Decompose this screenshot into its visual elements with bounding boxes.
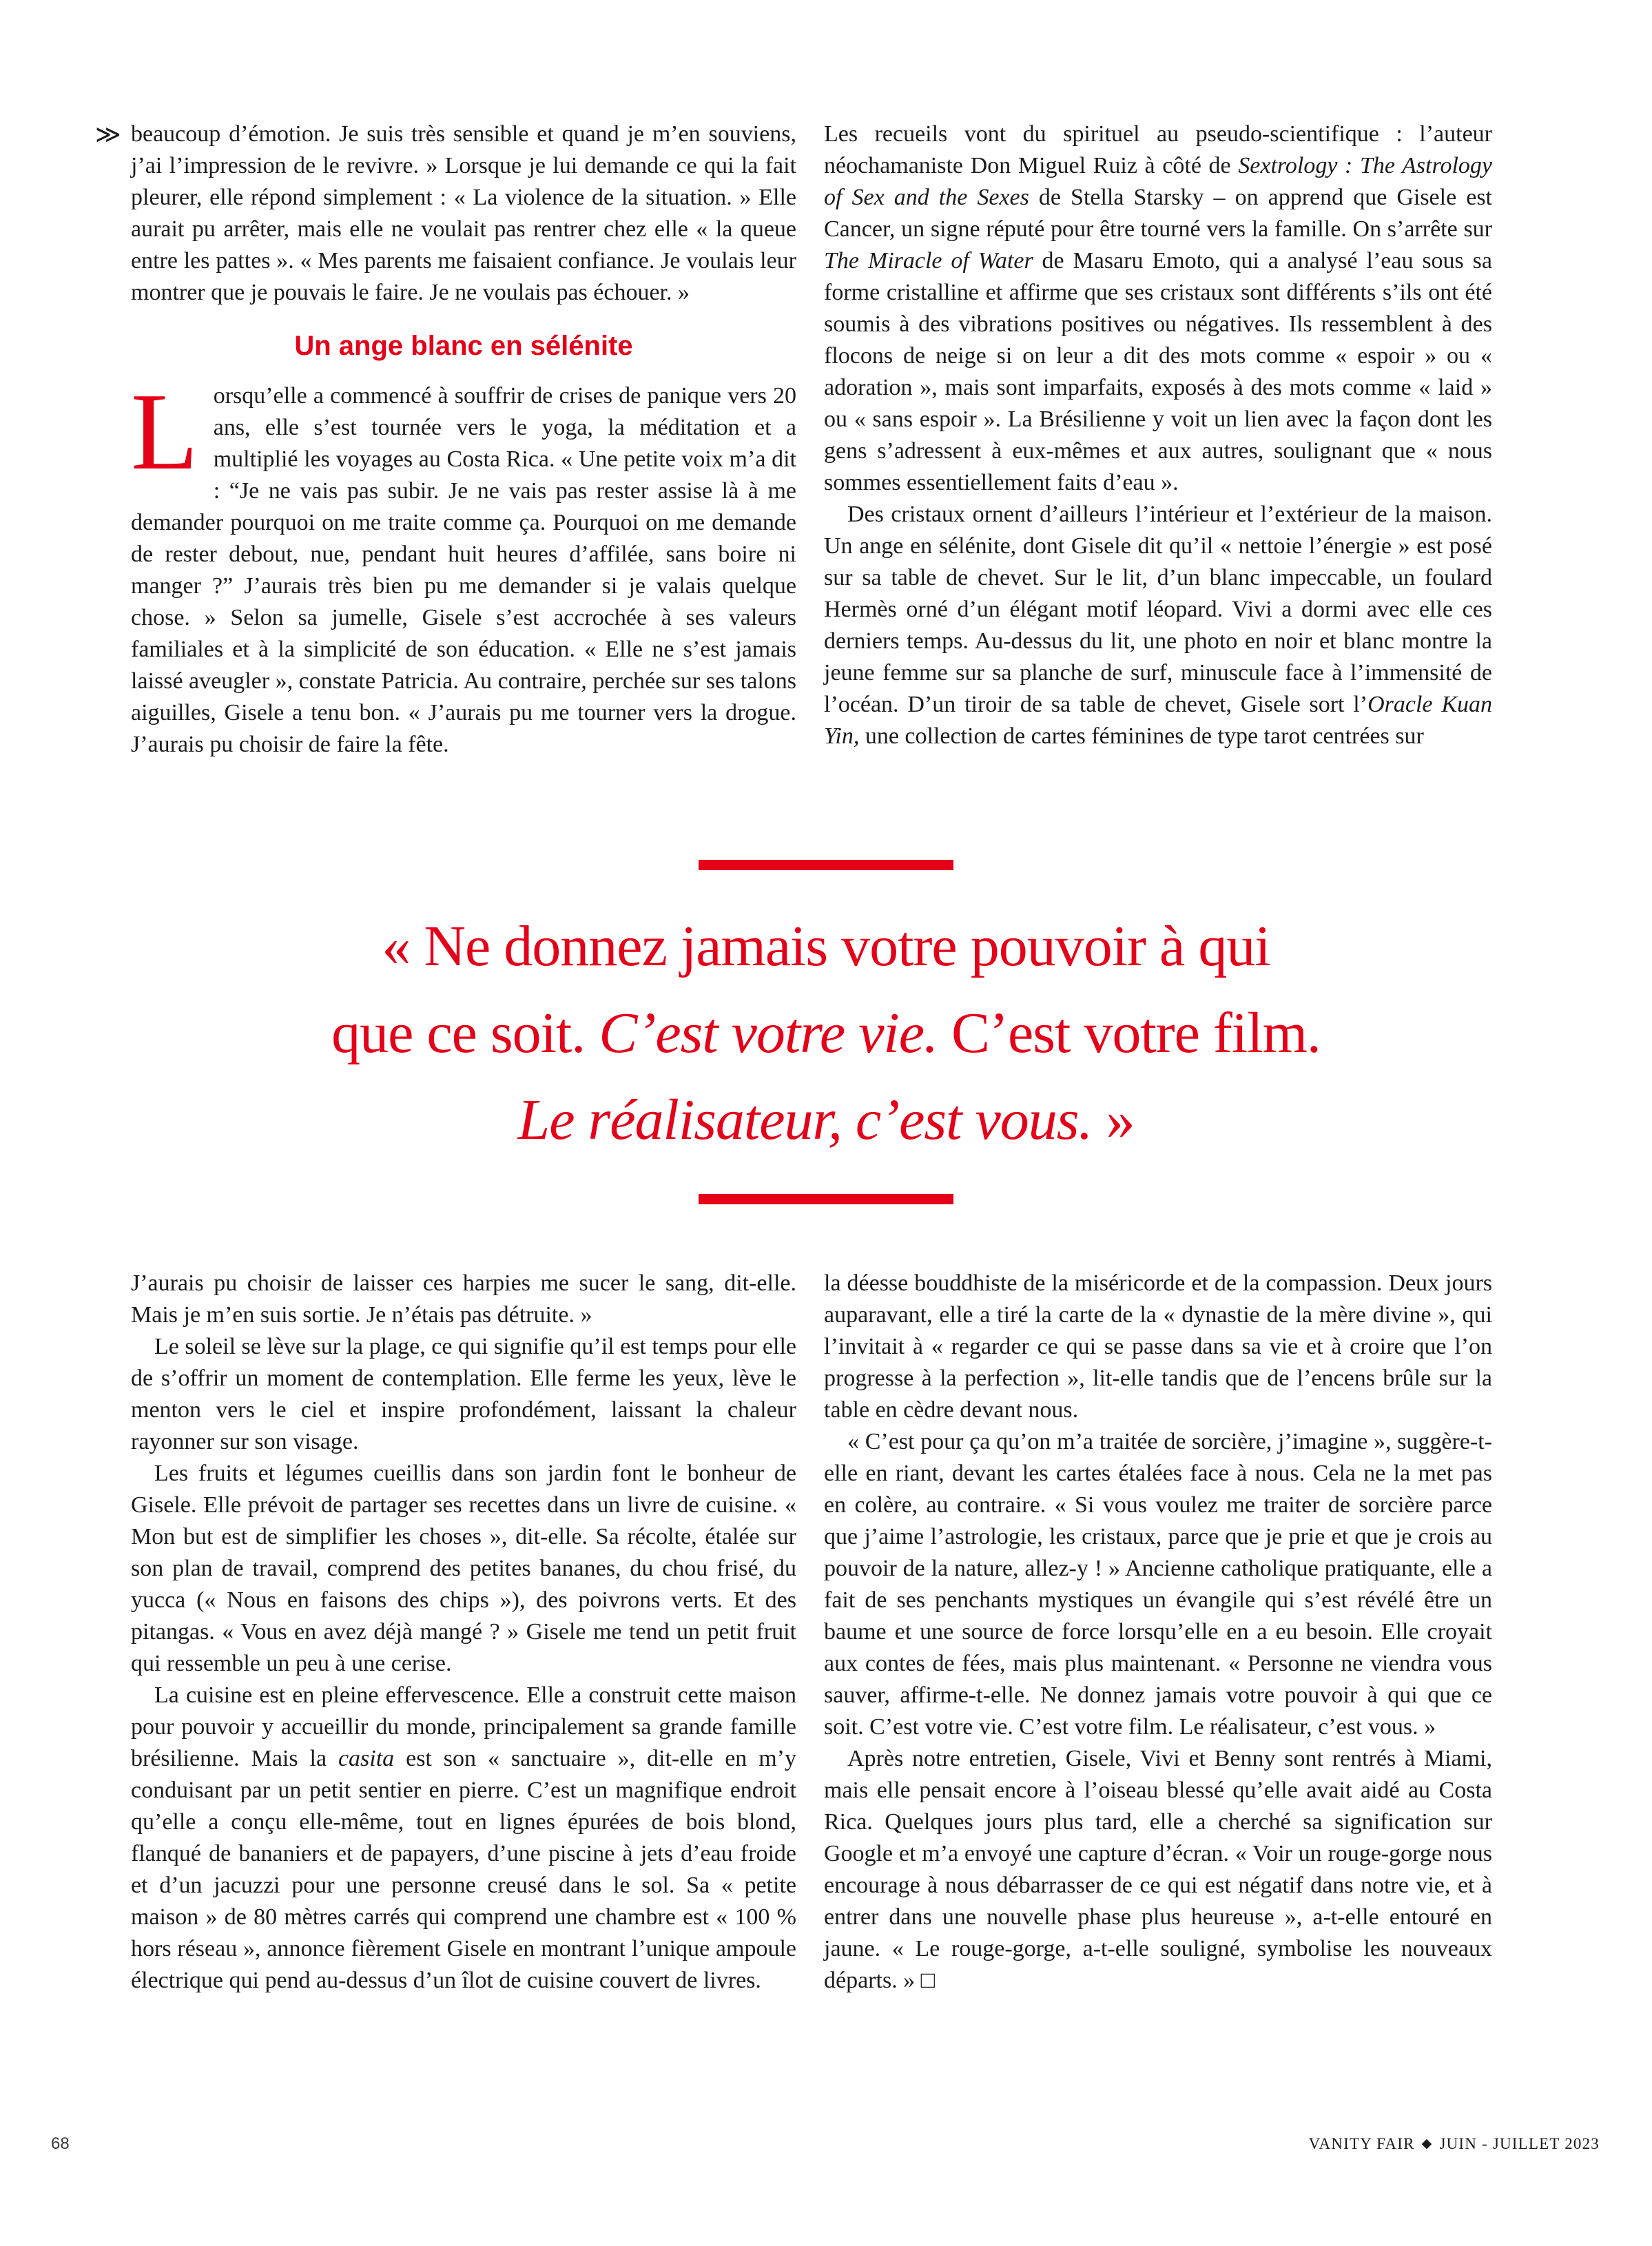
paragraph: Après notre entretien, Gisele, Vivi et Benny sont rentrés à Miami, mais elle pensait encore à l’oiseau blessé qu’elle avait aidé au Costa Rica. Quelques jours plus tard, elle a cherché sa signification sur Google et m’a envoyé une capture d’écran. « Voir un rouge-gorge nous encourage à nous débarrasser de ce qui est négatif dans notre vie, et à entrer dans une nouvelle phase plus heureuse », a-t-elle entouré en jaune. « Le rouge-gorge, a-t-elle souligné, symbolise les nouveaux départs. » □ bbox=[824, 1746, 1492, 1993]
paragraph: « C’est pour ça qu’on m’a traitée de sorcière, j’imagine », suggère-t-elle en riant, devant les cartes étalées face à nous. Cela ne la met pas en colère, au contraire. « Si vous voulez me traiter de sorcière parce que j’aime l’astrologie, les cristaux, parce que je prie et que je crois au pouvoir de la nature, allez-y ! » Ancienne catholique pratiquante, elle a fait de ses penchants mystiques un évangile qui s’est révélé être un baume et une source de force lorsqu’elle en a eu besoin. Elle croyait aux contes de fées, mais plus maintenant. « Personne ne viendra vous sauver, affirme-t-elle. Ne donnez jamais votre pouvoir à qui que ce soit. C’est votre vie. C’est votre film. Le réalisateur, c’est vous. » bbox=[824, 1429, 1492, 1740]
top-right-column bbox=[824, 119, 1492, 752]
issue-date: JUIN - JUILLET 2023 bbox=[1439, 2135, 1600, 2152]
pull-quote-rule-top bbox=[699, 860, 953, 870]
paragraph-with-dropcap bbox=[131, 370, 796, 761]
page-number: 68 bbox=[51, 2134, 70, 2153]
pull-quote bbox=[0, 860, 1652, 1204]
pull-quote-rule-bottom bbox=[699, 1194, 953, 1204]
magazine-name: VANITY FAIR bbox=[1308, 2135, 1415, 2152]
paragraph: La cuisine est en pleine effervescence. Elle a construit cette maison pour pouvoir y accueillir du monde, principalement sa grande famille brésilienne. Mais la casita est son « sanctuaire », dit-elle en m’y conduisant par un petit sentier en pierre. C’est un magnifique endroit qu’elle a conçu elle-même, tout en lignes épurées de bois blond, flanqué de bananiers et de papayers, d’une piscine à jets d’eau froide et d’un jacuzzi pour une personne creusé dans le sol. Sa « petite maison » de 80 mètres carrés qui comprend une chambre est « 100 % hors réseau », annonce fièrement Gisele en montrant l’unique ampoule électrique qui pend au-dessus d’un îlot de cuisine couvert de livres. bbox=[131, 1682, 796, 1993]
paragraph-text: orsqu’elle a commencé à souffrir de crises de panique vers 20 ans, elle s’est tournée vers le yoga, la méditation et a multiplié les voyages au Costa Rica. « Une petite voix m’a dit : “Je ne vais pas subir. Je ne vais pas rester assise là à me demander pourquoi on me traite comme ça. Pourquoi on me demande de rester debout, nue, pendant huit heures d’affilée, sans boire ni manger ?” J’aurais très bien pu me demander si je valais quelque chose. » Selon sa jumelle, Gisele s’est accrochée à ses valeurs familiales et à la simplicité de son éducation. « Elle ne s’est jamais laissé aveugler », constate Patricia. Au contraire, perchée sur ses talons aiguilles, Gisele a tenu bon. « J’aurais pu me tourner vers la drogue. J’aurais pu choisir de faire la fête. bbox=[131, 383, 796, 757]
paragraph: Les recueils vont du spirituel au pseudo-scientifique : l’auteur néochamaniste Don Miguel Ruiz à côté de Sextrology : The Astrology of Sex and the Sexes de Stella Starsky – on apprend que Gisele est Cancer, un signe réputé pour être tourné vers la famille. On s’arrête sur The Miracle of Water de Masaru Emoto, qui a analysé l’eau sous sa forme cristalline et affirme que ses cristaux sont différents s’ils ont été soumis à des vibrations positives ou négatives. Ils ressemblent à des flocons de neige si on leur a dit des mots comme « espoir » ou « adoration », mais sont imparfaits, exposés à des mots comme « laid » ou « sans espoir ». La Brésilienne y voit un lien avec la façon dont les gens s’adressent à eux-mêmes et aux autres, soulignant que « nous sommes essentiellement faits d’eau ». bbox=[824, 121, 1493, 495]
top-left-column bbox=[131, 119, 796, 761]
pull-quote-line: « Ne donnez jamais votre pouvoir à qui bbox=[382, 914, 1270, 978]
paragraph: la déesse bouddhiste de la miséricorde et de la compassion. Deux jours auparavant, elle a tiré la carte de la « dynastie de la mère divine », qui l’invitait à « regarder ce qui se passe dans sa vie et à croire que l’on progresse à la perfection », lit-elle tandis que de l’encens brûle sur la table en cèdre devant nous. bbox=[824, 1270, 1492, 1423]
bottom-left-column bbox=[131, 1268, 796, 1997]
paragraph: beaucoup d’émotion. Je suis très sensible et quand je m’en souviens, j’ai l’impression de le revivre. » Lorsque je lui demande ce qui la fait pleurer, elle répond simplement : « La violence de la situation. » Elle aurait pu arrêter, mais elle ne voulait pas rentrer chez elle « la queue entre les pattes ». « Mes parents me faisaient confiance. Je voulais leur montrer que je pouvais le faire. Je ne voulais pas échouer. » bbox=[131, 121, 796, 305]
pull-quote-line: que ce soit. C’est votre vie. C’est votre film. bbox=[331, 1001, 1321, 1065]
bottom-right-column bbox=[824, 1268, 1492, 1997]
footer-credit bbox=[1309, 2135, 1600, 2153]
paragraph: Le soleil se lève sur la plage, ce qui signifie qu’il est temps pour elle de s’offrir un moment de contemplation. Elle ferme les yeux, lève le menton vers le ciel et inspire profondément, laissant la chaleur rayonner sur son visage. bbox=[131, 1334, 796, 1454]
diamond-icon: ◆ bbox=[1421, 2136, 1433, 2151]
paragraph: Les fruits et légumes cueillis dans son jardin font le bonheur de Gisele. Elle prévoit de partager ses recettes dans un livre de cuisine. « Mon but est de simplifier les choses », dit-elle. Sa récolte, étalée sur son plan de travail, comprend des petites bananes, du chou frisé, du yucca (« Nous en faisons des chips »), des poivrons verts. Et des pitangas. « Vous en avez déjà mangé ? » Gisele me tend un petit fruit qui ressemble un peu à une cerise. bbox=[131, 1461, 796, 1676]
continuation-marker-icon: ≫ bbox=[95, 121, 121, 148]
section-heading: Un ange blanc en sélénite bbox=[294, 331, 633, 361]
paragraph: J’aurais pu choisir de laisser ces harpies me sucer le sang, dit-elle. Mais je m’en suis sortie. Je n’étais pas détruite. » bbox=[131, 1270, 796, 1328]
pull-quote-line: Le réalisateur, c’est vous. » bbox=[517, 1088, 1135, 1152]
paragraph: Des cristaux ornent d’ailleurs l’intérieur et l’extérieur de la maison. Un ange en sélénite, dont Gisele dit qu’il « nettoie l’énergie » est posé sur sa table de chevet. Sur le lit, d’un blanc impeccable, un foulard Hermès orné d’un élégant motif léopard. Vivi a dormi avec elle ces derniers temps. Au-dessus du lit, une photo en noir et blanc montre la jeune femme sur sa planche de surf, minuscule face à l’immensité de l’océan. D’un tiroir de sa table de chevet, Gisele sort l’Oracle Kuan Yin, une collection de cartes féminines de type tarot centrées sur bbox=[824, 502, 1492, 749]
page-footer bbox=[51, 2134, 1600, 2154]
dropcap-letter: L bbox=[131, 370, 198, 493]
